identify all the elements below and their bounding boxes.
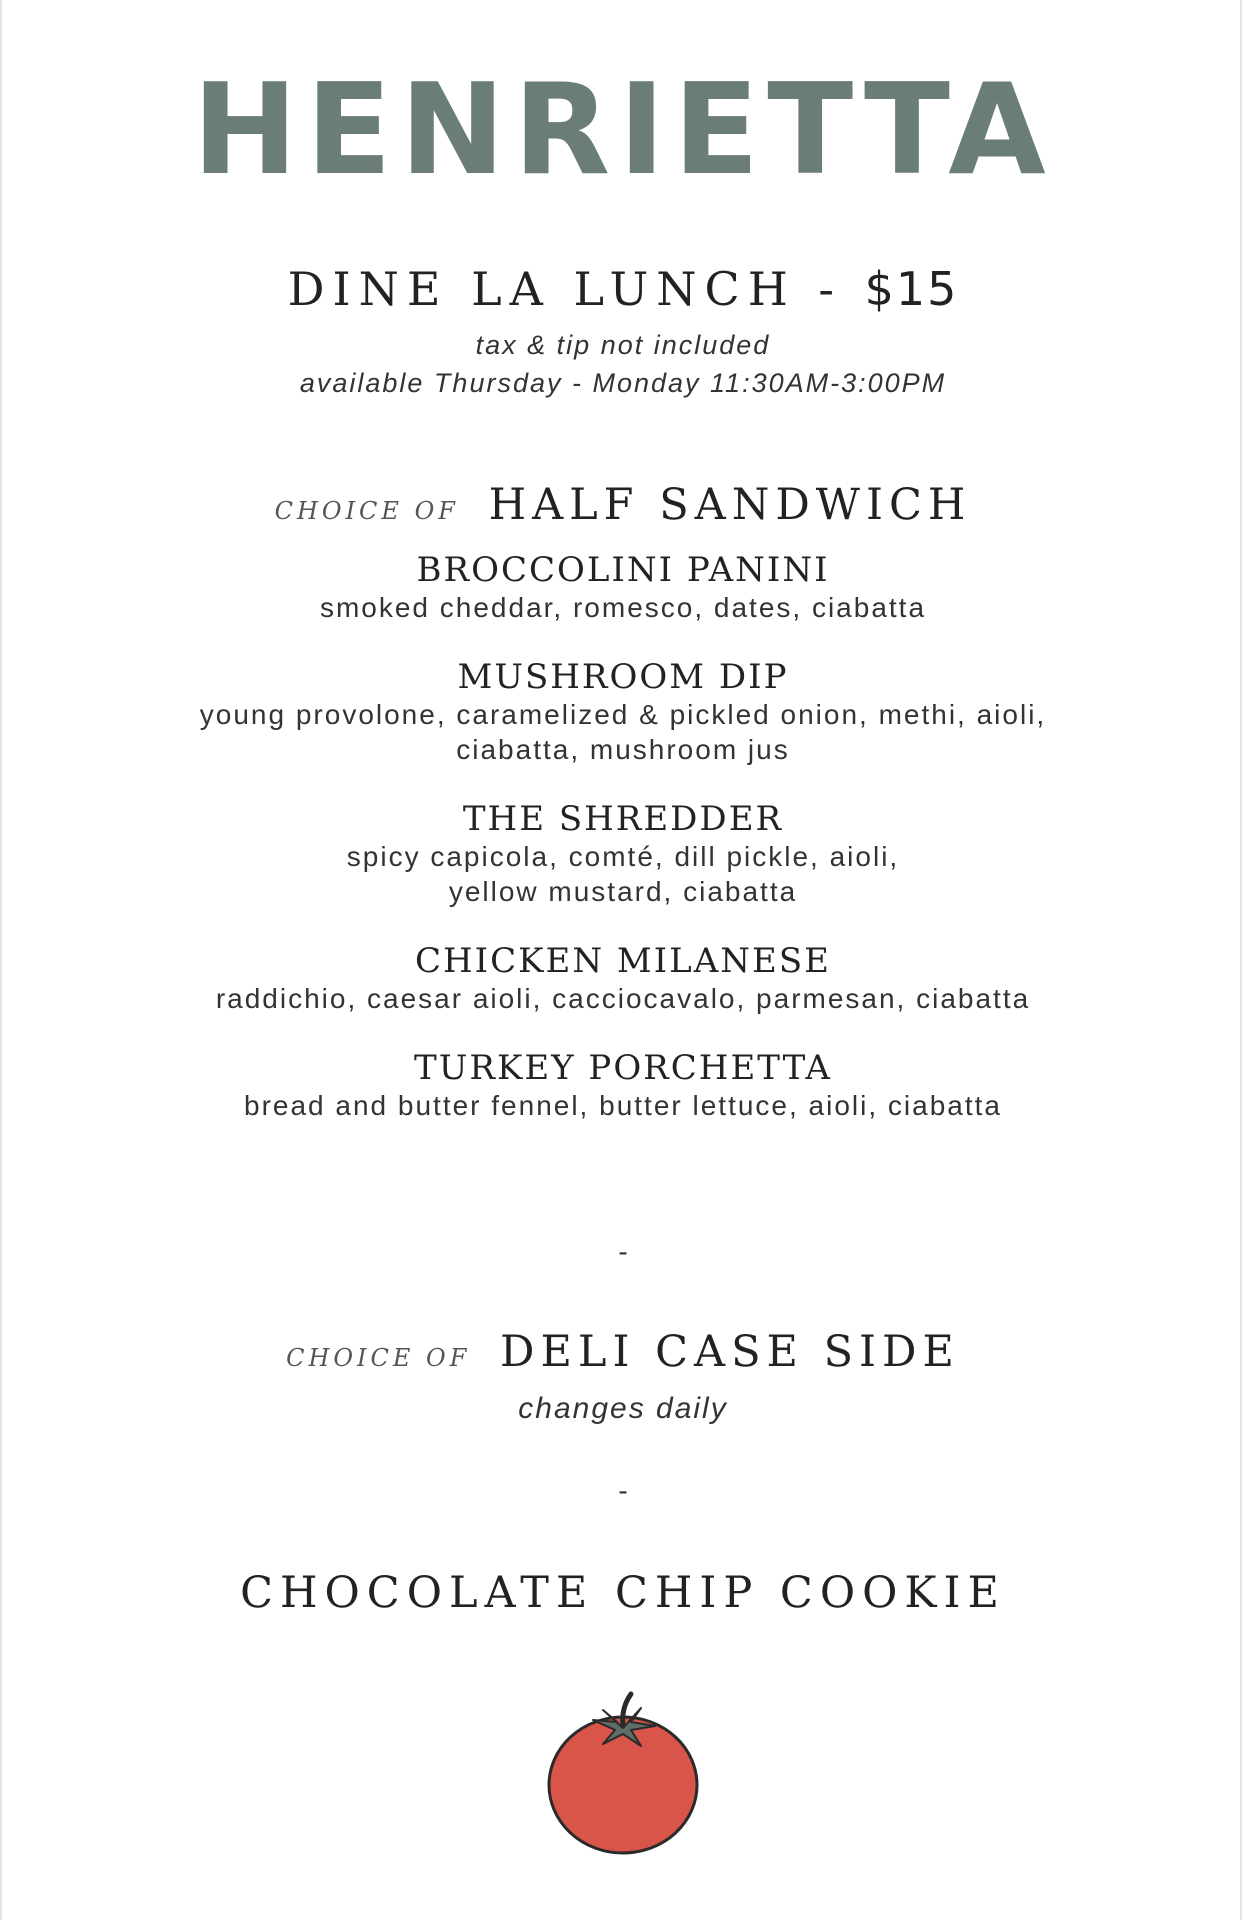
tax-note: tax & tip not included (475, 330, 771, 360)
section-prefix: CHOICE OF (286, 1344, 471, 1372)
item-name: MUSHROOM DIP (457, 657, 789, 697)
sandwich-section-heading (2, 480, 1242, 530)
item-description: young provolone, caramelized & pickled onion, methi, aioli, ciabatta, mushroom jus (199, 699, 1047, 765)
tomato-icon (543, 1680, 703, 1860)
side-section-heading (2, 1327, 1242, 1377)
restaurant-logo: HENRIETTA (192, 56, 1054, 203)
menu-item (2, 941, 1242, 1016)
item-description: spicy capicola, comté, dill pickle, aioli, yellow mustard, ciabatta (346, 841, 900, 907)
menu-item (2, 1048, 1242, 1123)
menu-price: $15 (864, 262, 959, 316)
item-description: smoked cheddar, romesco, dates, ciabatta (319, 592, 927, 623)
item-name: TURKEY PORCHETTA (414, 1048, 832, 1088)
sandwich-list (2, 550, 1242, 1155)
section-title: HALF SANDWICH (488, 480, 972, 530)
menu-item (2, 799, 1242, 909)
separator: - (618, 1475, 628, 1506)
section-prefix: CHOICE OF (274, 497, 459, 525)
menu-title (2, 262, 1242, 316)
menu-item (2, 657, 1242, 767)
item-name: THE SHREDDER (462, 799, 784, 839)
menu-item (2, 550, 1242, 625)
side-note: changes daily (518, 1392, 728, 1425)
dessert-heading: CHOCOLATE CHIP COOKIE (240, 1568, 1006, 1618)
hours-note: available Thursday - Monday 11:30AM-3:00PM (299, 368, 947, 398)
menu-title-text: DINE LA LUNCH - (287, 262, 842, 316)
item-description: raddichio, caesar aioli, cacciocavalo, parmesan, ciabatta (215, 983, 1031, 1014)
separator: - (618, 1236, 628, 1267)
item-name: BROCCOLINI PANINI (416, 550, 830, 590)
item-description: bread and butter fennel, butter lettuce, aioli, ciabatta (244, 1090, 1002, 1121)
section-title: DELI CASE SIDE (500, 1327, 960, 1377)
item-name: CHICKEN MILANESE (415, 941, 831, 981)
